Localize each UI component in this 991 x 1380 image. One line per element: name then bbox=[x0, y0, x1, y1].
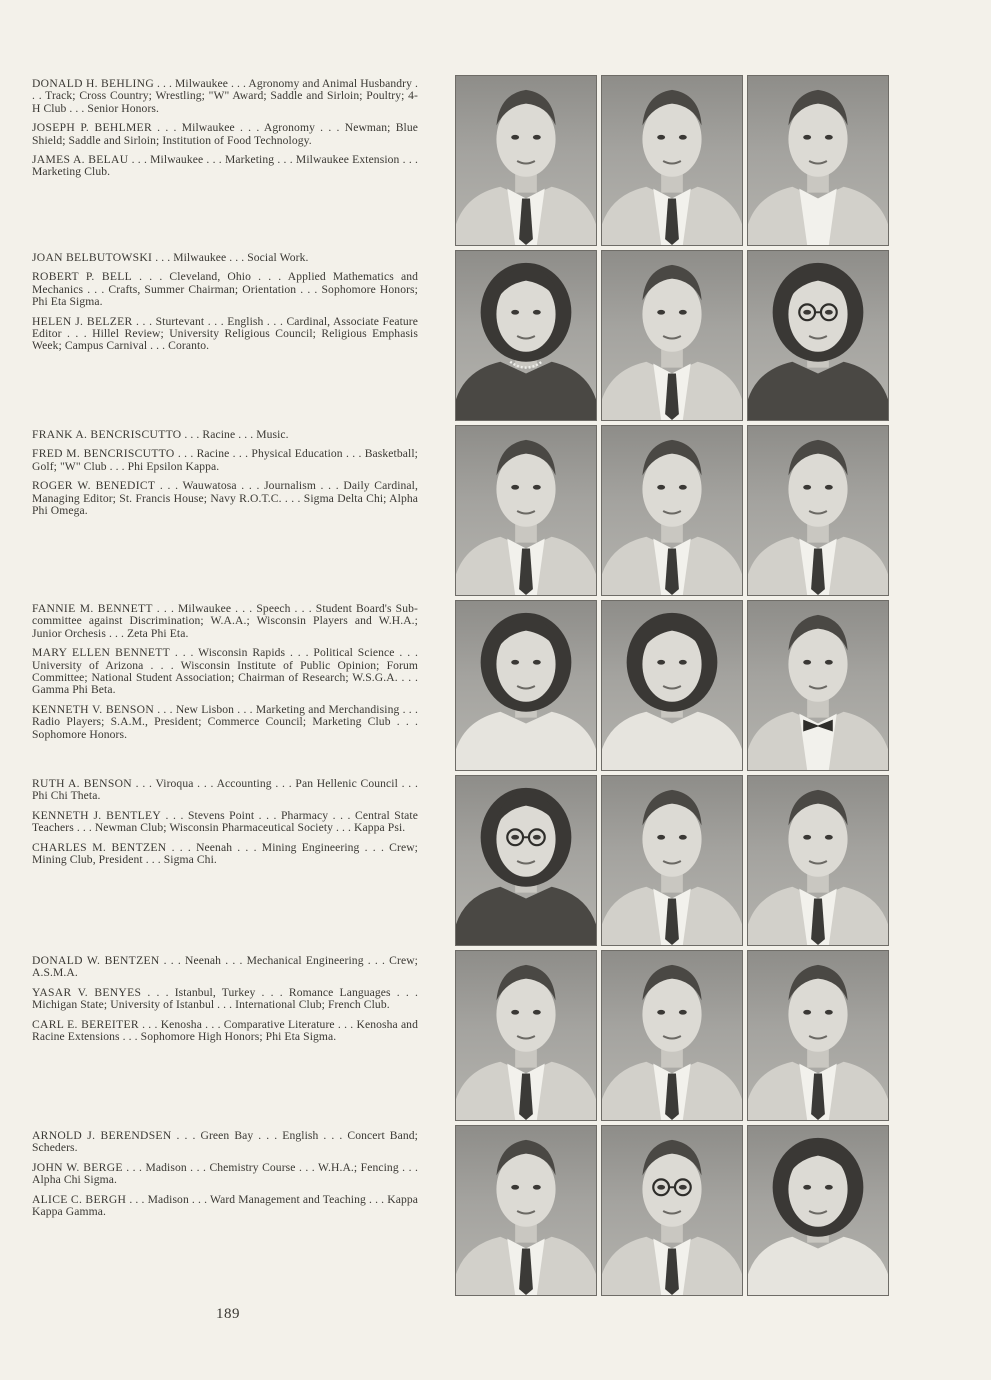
portrait-photo bbox=[455, 600, 597, 771]
portrait-figure bbox=[748, 426, 888, 595]
student-details: . . . Racine . . . Music. bbox=[181, 428, 289, 441]
portrait-photo bbox=[455, 75, 597, 246]
student-details: . . . Neenah . . . Mechanical Engineering . . . Crew; A.S.M.A. bbox=[32, 954, 418, 980]
portrait-figure bbox=[456, 776, 596, 945]
biography-group bbox=[32, 429, 418, 524]
student-name: JOHN W. BERGE bbox=[32, 1160, 123, 1174]
student-name: RUTH A. BENSON bbox=[32, 777, 132, 790]
portrait-photo bbox=[747, 775, 889, 946]
student-details: . . . Istanbul, Turkey . . . Romance Languages . . . Michigan State; University of Istanbul . . . International Club; French Club. bbox=[32, 985, 418, 1012]
portrait-photo bbox=[747, 75, 889, 246]
biography-group bbox=[32, 78, 418, 186]
portrait-photo bbox=[455, 425, 597, 596]
student-entry bbox=[32, 122, 418, 147]
student-entry bbox=[32, 252, 418, 264]
student-details: . . . Sturtevant . . . English . . . Cardinal, Associate Feature Editor . . . Hillel Review; University Religious Council; Religious Emphasis Week; Campus Carnival . . . Coranto. bbox=[32, 314, 418, 353]
student-name: FRANK A. BENCRISCUTTO bbox=[32, 428, 182, 441]
student-entry bbox=[32, 78, 418, 115]
student-name: KENNETH J. BENTLEY bbox=[32, 808, 162, 822]
portrait-photo bbox=[601, 75, 743, 246]
portrait-photo bbox=[601, 425, 743, 596]
student-details: . . . Viroqua . . . Accounting . . . Pan Hellenic Council . . . Phi Chi Theta. bbox=[32, 777, 418, 803]
student-entry bbox=[32, 1194, 418, 1219]
biography-group bbox=[32, 252, 418, 360]
student-details: . . . Madison . . . Chemistry Course . . . W.H.A.; Fencing . . . Alpha Chi Sigma. bbox=[32, 1160, 418, 1187]
portrait-photo bbox=[601, 1125, 743, 1296]
biography-group bbox=[32, 603, 418, 748]
student-details: . . . Wauwatosa . . . Journalism . . . Daily Cardinal, Managing Editor; St. Francis House; Navy R.O.T.C. . . . Sigma Delta Chi; Alpha Phi Omega. bbox=[32, 479, 418, 518]
student-entry bbox=[32, 955, 418, 980]
portrait-photo bbox=[455, 1125, 597, 1296]
portrait-photo bbox=[455, 950, 597, 1121]
portrait-figure bbox=[602, 601, 742, 770]
portrait-photo bbox=[601, 950, 743, 1121]
student-entry bbox=[32, 1130, 418, 1155]
student-details: . . . Stevens Point . . . Pharmacy . . . Central State Teachers . . . Newman Club; Wisconsin Pharmaceutical Society . . . Kappa Psi. bbox=[32, 808, 418, 835]
biography-group bbox=[32, 1130, 418, 1225]
portrait-figure bbox=[602, 951, 742, 1120]
biography-group bbox=[32, 778, 418, 873]
portrait-figure bbox=[748, 251, 888, 420]
student-name: YASAR V. BENYES bbox=[32, 985, 142, 999]
portrait-photo bbox=[455, 775, 597, 946]
student-name: FANNIE M. BENNETT bbox=[32, 602, 153, 615]
student-entry bbox=[32, 154, 418, 179]
student-name: JAMES A. BELAU bbox=[32, 153, 129, 167]
student-entry bbox=[32, 810, 418, 835]
portrait-figure bbox=[748, 776, 888, 945]
portrait-figure bbox=[602, 426, 742, 595]
student-name: ALICE C. BERGH bbox=[32, 1192, 127, 1206]
student-name: ROBERT P. BELL bbox=[32, 270, 133, 284]
portrait-photo bbox=[747, 1125, 889, 1296]
portrait-photo bbox=[601, 600, 743, 771]
student-details: . . . Green Bay . . . English . . . Concert Band; Scheders. bbox=[32, 1129, 418, 1155]
student-entry bbox=[32, 603, 418, 640]
student-entry bbox=[32, 778, 418, 803]
student-details: . . . Racine . . . Physical Education . . . Basketball; Golf; "W" Club . . . Phi Epsilon Kappa. bbox=[32, 447, 418, 473]
student-entry bbox=[32, 316, 418, 353]
student-entry bbox=[32, 1019, 418, 1044]
student-details: . . . New Lisbon . . . Marketing and Merchandising . . . Radio Players; S.A.M., President; Commerce Council; Marketing Club . . . Sophomore Honors. bbox=[32, 702, 418, 741]
page-number: 189 bbox=[216, 1306, 240, 1322]
student-name: DONALD W. BENTZEN bbox=[32, 954, 160, 967]
student-name: ROGER W. BENEDICT bbox=[32, 479, 156, 493]
portrait-figure bbox=[456, 76, 596, 245]
student-name: DONALD H. BEHLING bbox=[32, 77, 154, 90]
student-details: . . . Milwaukee . . . Speech . . . Student Board's Sub-committee against Discrimination; W.A.A.; Wisconsin Players and W.H.A.; Junior Orchesis . . . Zeta Phi Eta. bbox=[32, 602, 418, 640]
biography-group bbox=[32, 955, 418, 1050]
student-name: KENNETH V. BENSON bbox=[32, 702, 154, 716]
student-entry bbox=[32, 480, 418, 517]
portrait-figure bbox=[602, 1126, 742, 1295]
portrait-figure bbox=[602, 251, 742, 420]
student-name: CARL E. BEREITER bbox=[32, 1017, 139, 1031]
portrait-photo bbox=[747, 425, 889, 596]
portrait-figure bbox=[456, 251, 596, 420]
student-entry bbox=[32, 842, 418, 867]
portrait-photo bbox=[747, 600, 889, 771]
student-details: . . . Milwaukee . . . Agronomy and Animal Husbandry . . . Track; Cross Country; Wrestling; "W" Award; Saddle and Sirloin; Poultry; 4-H Club . . . Senior Honors. bbox=[32, 77, 418, 115]
portrait-figure bbox=[456, 951, 596, 1120]
student-entry bbox=[32, 429, 418, 441]
student-name: FRED M. BENCRISCUTTO bbox=[32, 447, 175, 461]
student-details: . . . Milwaukee . . . Social Work. bbox=[152, 251, 309, 264]
portrait-photo bbox=[747, 950, 889, 1121]
student-details: . . . Milwaukee . . . Marketing . . . Milwaukee Extension . . . Marketing Club. bbox=[32, 153, 419, 179]
portrait-figure bbox=[748, 951, 888, 1120]
portrait-figure bbox=[602, 776, 742, 945]
student-details: . . . Neenah . . . Mining Engineering . . . Crew; Mining Club, President . . . Sigma Chi. bbox=[32, 840, 418, 867]
portrait-grid bbox=[455, 75, 889, 1300]
portrait-figure bbox=[602, 76, 742, 245]
student-name: JOSEPH P. BEHLMER bbox=[32, 121, 152, 135]
student-entry bbox=[32, 271, 418, 308]
student-name: CHARLES M. BENTZEN bbox=[32, 840, 167, 854]
student-entry bbox=[32, 1162, 418, 1187]
student-details: . . . Madison . . . Ward Management and Teaching . . . Kappa Kappa Gamma. bbox=[32, 1192, 418, 1219]
student-details: . . . Kenosha . . . Comparative Literature . . . Kenosha and Racine Extensions . . . Sophomore High Honors; Phi Eta Sigma. bbox=[32, 1017, 418, 1044]
portrait-figure bbox=[748, 76, 888, 245]
student-entry bbox=[32, 448, 418, 473]
portrait-figure bbox=[748, 1126, 888, 1295]
student-name: MARY ELLEN BENNETT bbox=[32, 646, 171, 660]
student-details: . . . Cleveland, Ohio . . . Applied Mathematics and Mechanics . . . Crafts, Summer Chairman; Orientation . . . Sophomore Honors; Phi Eta Sigma. bbox=[32, 270, 418, 309]
portrait-photo bbox=[601, 775, 743, 946]
student-details: . . . Milwaukee . . . Agronomy . . . Newman; Blue Shield; Saddle and Sirloin; Institution of Food Technology. bbox=[32, 121, 418, 147]
portrait-photo bbox=[455, 250, 597, 421]
student-name: HELEN J. BELZER bbox=[32, 314, 133, 328]
student-entry bbox=[32, 987, 418, 1012]
student-details: . . . Wisconsin Rapids . . . Political Science . . . University of Arizona . . . Wisconsin Institute of Public Opinion; Forum Committee; National Student Association; Chairman of Research; W.S.G.A. . . . Gamma Phi Beta. bbox=[32, 646, 419, 697]
student-entry bbox=[32, 704, 418, 741]
portrait-photo bbox=[747, 250, 889, 421]
student-name: ARNOLD J. BERENDSEN bbox=[32, 1129, 172, 1142]
portrait-figure bbox=[456, 426, 596, 595]
portrait-photo bbox=[601, 250, 743, 421]
student-name: JOAN BELBUTOWSKI bbox=[32, 251, 153, 264]
student-entry bbox=[32, 647, 418, 697]
portrait-figure bbox=[456, 1126, 596, 1295]
portrait-figure bbox=[456, 601, 596, 770]
portrait-figure bbox=[748, 601, 888, 770]
